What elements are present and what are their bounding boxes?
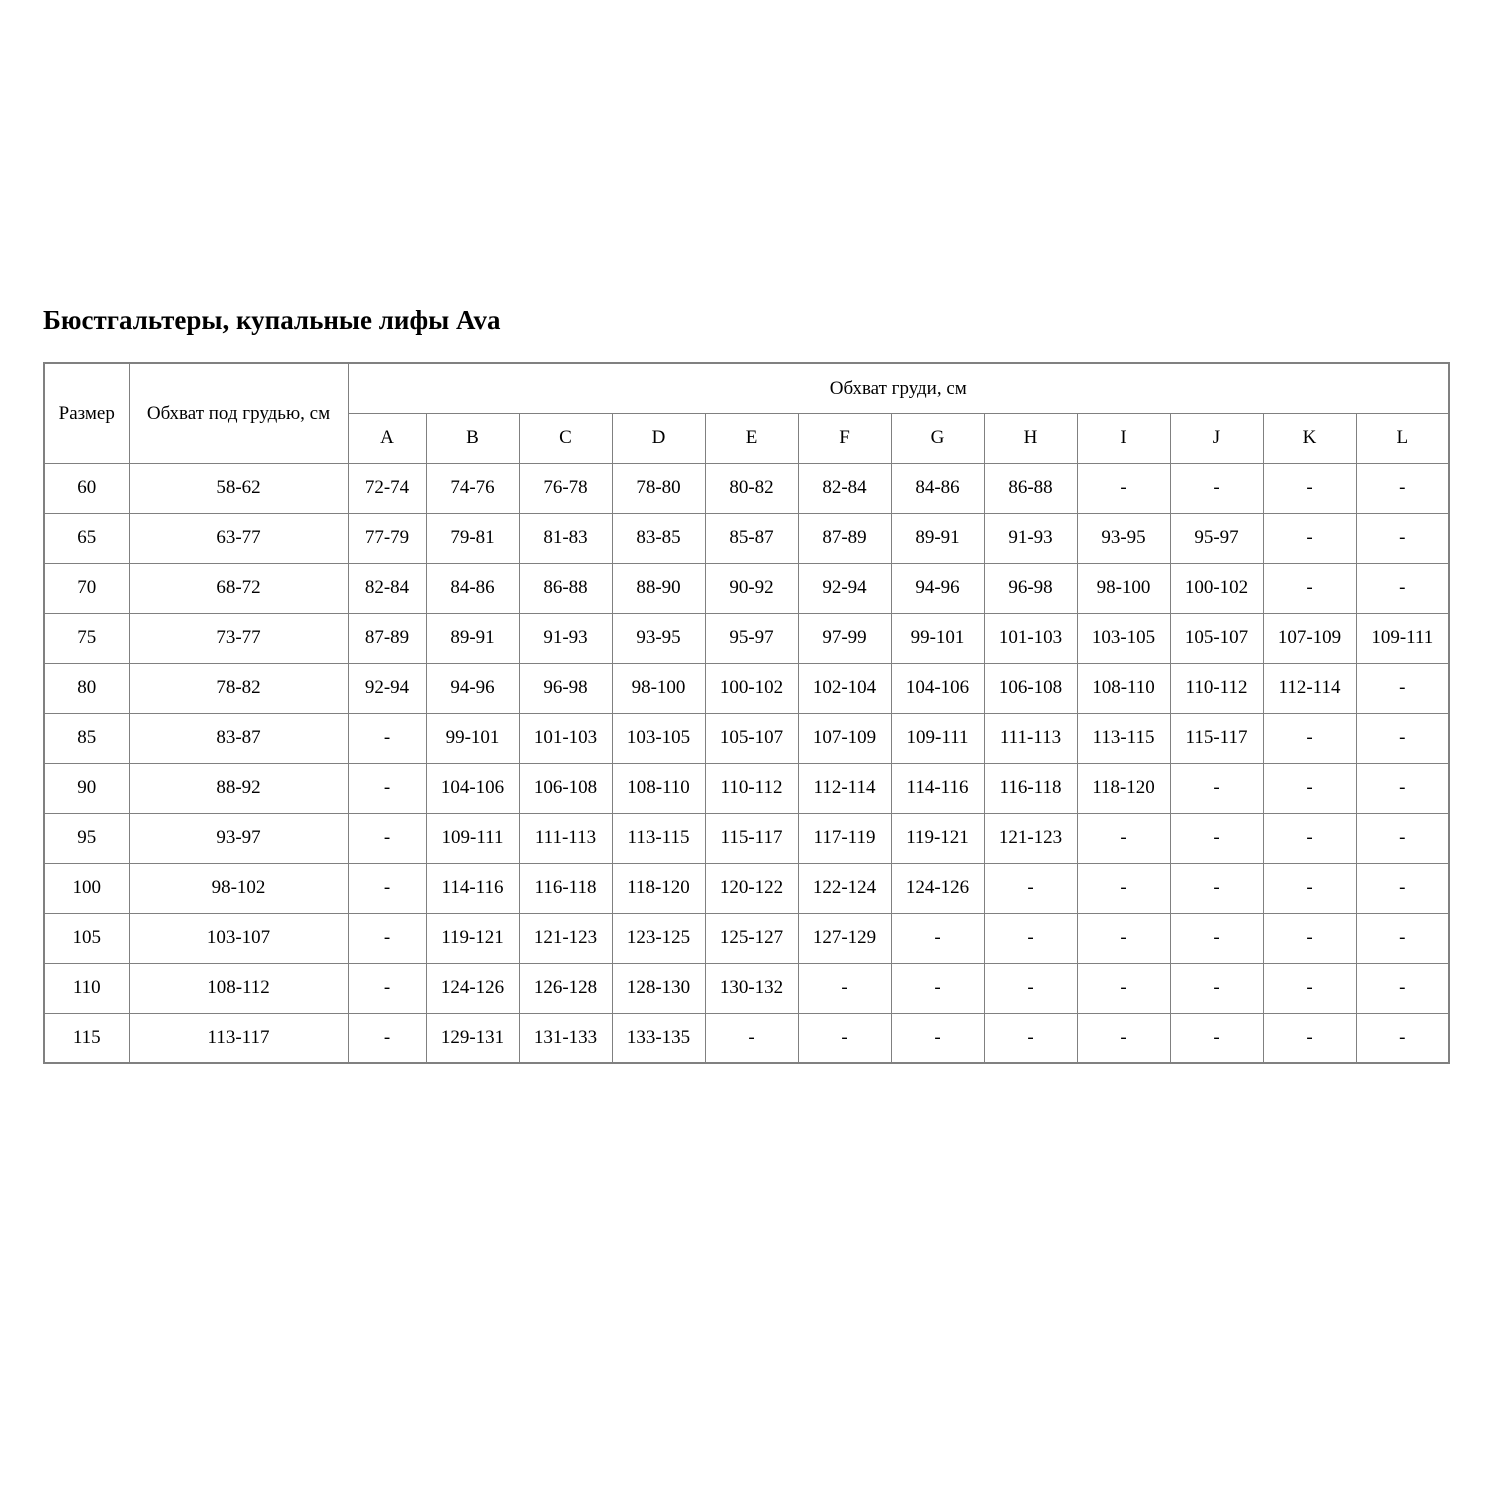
cup-value-cell: - [1356,713,1449,763]
cup-value-cell: 117-119 [798,813,891,863]
size-column-header: Размер [44,363,129,463]
cup-value-cell: 72-74 [348,463,426,513]
cup-value-cell: - [1356,563,1449,613]
cup-value-cell: 87-89 [348,613,426,663]
table-row [44,1013,1449,1063]
cup-value-cell: 86-88 [519,563,612,613]
cup-value-cell: 110-112 [1170,663,1263,713]
cup-value-cell: - [984,963,1077,1013]
size-cell: 90 [44,763,129,813]
size-cell: 75 [44,613,129,663]
cup-value-cell: 123-125 [612,913,705,963]
cup-value-cell: 103-105 [612,713,705,763]
cup-header-l: L [1356,413,1449,463]
table-row [44,463,1449,513]
cup-value-cell: - [984,1013,1077,1063]
cup-value-cell: 97-99 [798,613,891,663]
cup-value-cell: - [1170,1013,1263,1063]
cup-value-cell: 98-100 [612,663,705,713]
cup-value-cell: - [1356,463,1449,513]
underbust-cell: 93-97 [129,813,348,863]
cup-value-cell: 95-97 [705,613,798,663]
cup-header-h: H [984,413,1077,463]
cup-value-cell: 105-107 [705,713,798,763]
cup-value-cell: 82-84 [348,563,426,613]
cup-value-cell: 121-123 [519,913,612,963]
cup-value-cell: 125-127 [705,913,798,963]
underbust-column-header: Обхват под грудью, см [129,363,348,463]
cup-value-cell: 118-120 [612,863,705,913]
cup-value-cell: 93-95 [612,613,705,663]
underbust-cell: 73-77 [129,613,348,663]
cup-value-cell: - [1263,563,1356,613]
underbust-cell: 63-77 [129,513,348,563]
cup-value-cell: - [1356,513,1449,563]
underbust-cell: 78-82 [129,663,348,713]
cup-value-cell: 91-93 [519,613,612,663]
cup-value-cell: 104-106 [426,763,519,813]
cup-value-cell: - [1263,763,1356,813]
cup-value-cell: 99-101 [891,613,984,663]
cup-value-cell: - [348,713,426,763]
cup-value-cell: 115-117 [705,813,798,863]
cup-value-cell: 98-100 [1077,563,1170,613]
cup-header-a: A [348,413,426,463]
cup-value-cell: - [1263,513,1356,563]
cup-value-cell: 83-85 [612,513,705,563]
cup-value-cell: 127-129 [798,913,891,963]
cup-value-cell: - [348,963,426,1013]
cup-value-cell: - [798,963,891,1013]
underbust-cell: 113-117 [129,1013,348,1063]
cup-value-cell: 111-113 [984,713,1077,763]
cup-value-cell: 109-111 [426,813,519,863]
cup-value-cell: 101-103 [984,613,1077,663]
cup-value-cell: - [1263,813,1356,863]
cup-header-g: G [891,413,984,463]
cup-value-cell: 113-115 [612,813,705,863]
cup-header-j: J [1170,413,1263,463]
cup-value-cell: 102-104 [798,663,891,713]
cup-value-cell: 94-96 [426,663,519,713]
cup-value-cell: 107-109 [1263,613,1356,663]
cup-value-cell: 89-91 [426,613,519,663]
cup-value-cell: 104-106 [891,663,984,713]
cup-value-cell: - [1263,713,1356,763]
cup-value-cell: 100-102 [1170,563,1263,613]
cup-value-cell: 84-86 [426,563,519,613]
cup-value-cell: 114-116 [891,763,984,813]
cup-value-cell: 105-107 [1170,613,1263,663]
cup-value-cell: 129-131 [426,1013,519,1063]
cup-value-cell: 130-132 [705,963,798,1013]
cup-value-cell: 108-110 [612,763,705,813]
cup-value-cell: 94-96 [891,563,984,613]
size-cell: 110 [44,963,129,1013]
cup-value-cell: 120-122 [705,863,798,913]
cup-value-cell: 95-97 [1170,513,1263,563]
cup-value-cell: 84-86 [891,463,984,513]
cup-value-cell: 92-94 [798,563,891,613]
cup-header-d: D [612,413,705,463]
cup-value-cell: 116-118 [519,863,612,913]
cup-value-cell: - [798,1013,891,1063]
cup-value-cell: 96-98 [984,563,1077,613]
size-cell: 95 [44,813,129,863]
cup-header-f: F [798,413,891,463]
cup-value-cell: 90-92 [705,563,798,613]
cup-value-cell: 107-109 [798,713,891,763]
cup-value-cell: 101-103 [519,713,612,763]
size-cell: 65 [44,513,129,563]
cup-value-cell: - [891,963,984,1013]
cup-value-cell: 80-82 [705,463,798,513]
cup-value-cell: - [348,813,426,863]
cup-value-cell: - [1356,1013,1449,1063]
table-row [44,513,1449,563]
cup-value-cell: 133-135 [612,1013,705,1063]
underbust-cell: 98-102 [129,863,348,913]
cup-value-cell: - [984,863,1077,913]
cup-value-cell: - [348,1013,426,1063]
cup-value-cell: 111-113 [519,813,612,863]
cup-value-cell: 103-105 [1077,613,1170,663]
cup-value-cell: - [1077,463,1170,513]
cup-value-cell: 78-80 [612,463,705,513]
cup-value-cell: 109-111 [891,713,984,763]
table-row [44,863,1449,913]
cup-header-i: I [1077,413,1170,463]
cup-value-cell: - [1356,763,1449,813]
cup-header-b: B [426,413,519,463]
cup-value-cell: 93-95 [1077,513,1170,563]
cup-value-cell: 109-111 [1356,613,1449,663]
cup-value-cell: 122-124 [798,863,891,913]
cup-value-cell: - [348,863,426,913]
cup-value-cell: - [1356,813,1449,863]
size-cell: 80 [44,663,129,713]
cup-value-cell: - [1077,813,1170,863]
cup-value-cell: - [1263,963,1356,1013]
cup-value-cell: - [1170,463,1263,513]
content-area [43,0,1449,1064]
cup-value-cell: - [1077,913,1170,963]
cup-value-cell: 115-117 [1170,713,1263,763]
cup-value-cell: - [1170,963,1263,1013]
size-table-body [44,463,1449,1063]
cup-value-cell: 77-79 [348,513,426,563]
cup-value-cell: 74-76 [426,463,519,513]
cup-value-cell: - [1170,913,1263,963]
cup-value-cell: - [1263,463,1356,513]
cup-value-cell: - [1263,1013,1356,1063]
table-row [44,813,1449,863]
underbust-cell: 58-62 [129,463,348,513]
cup-value-cell: 112-114 [1263,663,1356,713]
cup-value-cell: 116-118 [984,763,1077,813]
table-row [44,613,1449,663]
underbust-cell: 68-72 [129,563,348,613]
header-row-top [44,363,1449,413]
table-row [44,763,1449,813]
cup-header-e: E [705,413,798,463]
table-row [44,963,1449,1013]
table-row [44,913,1449,963]
cup-value-cell: 92-94 [348,663,426,713]
size-cell: 115 [44,1013,129,1063]
cup-value-cell: 89-91 [891,513,984,563]
cup-value-cell: 118-120 [1077,763,1170,813]
cup-value-cell: 100-102 [705,663,798,713]
bust-group-header: Обхват груди, см [348,363,1449,413]
cup-value-cell: 82-84 [798,463,891,513]
page-title: Бюстгальтеры, купальные лифы Ava [43,305,501,335]
cup-value-cell: 131-133 [519,1013,612,1063]
cup-value-cell: 124-126 [426,963,519,1013]
cup-value-cell: 108-110 [1077,663,1170,713]
cup-value-cell: 99-101 [426,713,519,763]
table-header [44,363,1449,463]
cup-value-cell: 79-81 [426,513,519,563]
cup-value-cell: - [891,1013,984,1063]
cup-value-cell: - [348,763,426,813]
cup-value-cell: - [1263,913,1356,963]
cup-value-cell: - [984,913,1077,963]
underbust-cell: 83-87 [129,713,348,763]
cup-value-cell: 126-128 [519,963,612,1013]
cup-value-cell: - [1170,813,1263,863]
cup-header-c: C [519,413,612,463]
cup-value-cell: - [1356,663,1449,713]
size-cell: 85 [44,713,129,763]
table-row [44,563,1449,613]
cup-value-cell: 76-78 [519,463,612,513]
size-cell: 100 [44,863,129,913]
cup-value-cell: 87-89 [798,513,891,563]
size-chart-table [43,362,1450,1064]
cup-value-cell: 113-115 [1077,713,1170,763]
cup-value-cell: 106-108 [984,663,1077,713]
table-row [44,713,1449,763]
cup-value-cell: 112-114 [798,763,891,813]
cup-value-cell: 124-126 [891,863,984,913]
cup-header-k: K [1263,413,1356,463]
cup-value-cell: - [1356,913,1449,963]
cup-value-cell: 106-108 [519,763,612,813]
cup-value-cell: - [1077,863,1170,913]
cup-value-cell: - [1077,963,1170,1013]
cup-value-cell: 91-93 [984,513,1077,563]
cup-value-cell: 128-130 [612,963,705,1013]
cup-value-cell: 114-116 [426,863,519,913]
cup-value-cell: - [1170,763,1263,813]
cup-value-cell: - [348,913,426,963]
size-cell: 105 [44,913,129,963]
underbust-cell: 88-92 [129,763,348,813]
cup-value-cell: - [1356,963,1449,1013]
table-row [44,663,1449,713]
cup-value-cell: 110-112 [705,763,798,813]
size-cell: 70 [44,563,129,613]
cup-value-cell: - [1356,863,1449,913]
cup-value-cell: 119-121 [426,913,519,963]
cup-value-cell: 121-123 [984,813,1077,863]
cup-value-cell: 96-98 [519,663,612,713]
cup-value-cell: - [1170,863,1263,913]
cup-value-cell: - [1263,863,1356,913]
cup-value-cell: - [705,1013,798,1063]
cup-value-cell: 119-121 [891,813,984,863]
cup-value-cell: 85-87 [705,513,798,563]
underbust-cell: 103-107 [129,913,348,963]
cup-value-cell: 86-88 [984,463,1077,513]
cup-value-cell: 81-83 [519,513,612,563]
underbust-cell: 108-112 [129,963,348,1013]
cup-value-cell: - [1077,1013,1170,1063]
cup-value-cell: - [891,913,984,963]
cup-value-cell: 88-90 [612,563,705,613]
size-cell: 60 [44,463,129,513]
